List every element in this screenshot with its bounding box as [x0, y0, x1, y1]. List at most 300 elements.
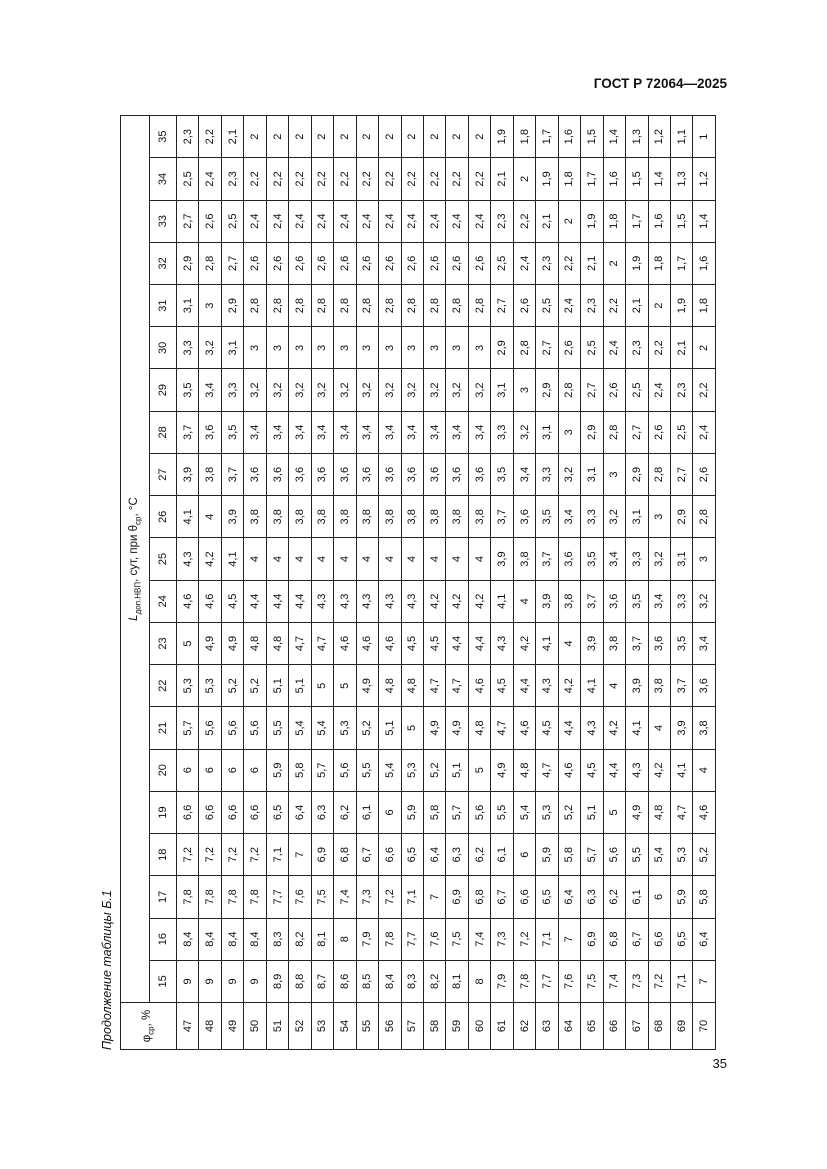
table-cell: 4,9: [356, 665, 378, 707]
table-cell: 3,7: [491, 496, 513, 538]
table-cell: 2: [244, 116, 266, 158]
table-cell: 2,6: [379, 242, 401, 284]
table-cell: 5: [177, 622, 199, 664]
table-cell: 4,1: [536, 622, 558, 664]
table-cell: 3,7: [221, 453, 243, 495]
table-cell: 6,8: [603, 918, 625, 960]
table-cell: 1,6: [558, 116, 580, 158]
table-cell: 3: [266, 327, 288, 369]
table-cell: 3,7: [670, 665, 692, 707]
table-cell: 2,3: [491, 200, 513, 242]
table-cell: 2,6: [401, 242, 423, 284]
table-cell: 1,6: [603, 158, 625, 200]
table-cell: 4,5: [581, 749, 603, 791]
table-cell: 3,7: [536, 538, 558, 580]
table-cell: 7: [693, 960, 716, 1002]
table-row: [266, 116, 288, 1050]
row-phi-label: 47: [177, 1003, 199, 1050]
table-cell: 2: [603, 242, 625, 284]
table-cell: 4,8: [513, 749, 535, 791]
row-phi-label: 63: [536, 1003, 558, 1050]
table-cell: 6,7: [356, 834, 378, 876]
table-cell: 3,9: [581, 622, 603, 664]
phi-subscript: ср: [146, 1026, 156, 1035]
table-cell: 6,2: [334, 791, 356, 833]
table-cell: 5,4: [289, 707, 311, 749]
table-cell: 2,9: [626, 453, 648, 495]
table-cell: 1,5: [626, 158, 648, 200]
table-cell: 2,5: [626, 369, 648, 411]
table-cell: 2,8: [289, 285, 311, 327]
table-cell: 6: [199, 749, 221, 791]
table-cell: 7,1: [536, 918, 558, 960]
temperature-header-cell: 23: [150, 622, 177, 664]
table-cell: 4,6: [334, 622, 356, 664]
table-cell: 4,4: [468, 622, 490, 664]
table-cell: 1,6: [648, 200, 670, 242]
group-header-cell: [121, 116, 150, 1003]
table-cell: 4,6: [693, 791, 716, 833]
table-cell: 3,4: [423, 411, 445, 453]
row-phi-label: 53: [311, 1003, 333, 1050]
table-cell: 2,6: [334, 242, 356, 284]
table-cell: 6,2: [603, 876, 625, 918]
table-cell: 3,4: [244, 411, 266, 453]
table-cell: 7,6: [289, 876, 311, 918]
table-cell: 4,6: [468, 665, 490, 707]
table-cell: 4: [379, 538, 401, 580]
table-cell: 4,1: [177, 496, 199, 538]
table-cell: 8: [468, 960, 490, 1002]
table-cell: 6,1: [626, 876, 648, 918]
table-cell: 7: [423, 876, 445, 918]
table-cell: 5,1: [266, 665, 288, 707]
table-cell: 4,3: [334, 580, 356, 622]
table-cell: 4,2: [468, 580, 490, 622]
table-cell: 8,2: [423, 960, 445, 1002]
table-cell: 1,9: [536, 158, 558, 200]
table-cell: 2,8: [311, 285, 333, 327]
table-cell: 1,8: [558, 158, 580, 200]
table-body: [177, 116, 716, 1050]
table-cell: 3,2: [693, 580, 716, 622]
table-cell: 4: [603, 665, 625, 707]
page-number: 35: [712, 1056, 727, 1071]
table-cell: 2,2: [693, 369, 716, 411]
table-cell: 2,4: [423, 200, 445, 242]
table-cell: 5,9: [401, 791, 423, 833]
table-cell: 3,4: [334, 411, 356, 453]
table-cell: 6,6: [244, 791, 266, 833]
table-cell: 5,1: [581, 791, 603, 833]
row-phi-label: 61: [491, 1003, 513, 1050]
table-cell: 5,6: [244, 707, 266, 749]
table-group-header-row: [121, 116, 150, 1050]
table-cell: 2,9: [670, 496, 692, 538]
table-cell: 3: [401, 327, 423, 369]
table-cell: 3,6: [693, 665, 716, 707]
temperature-header-cell: 21: [150, 707, 177, 749]
table-cell: 6,3: [446, 834, 468, 876]
table-cell: 6,9: [311, 834, 333, 876]
table-cell: 2,5: [670, 411, 692, 453]
table-cell: 9: [199, 960, 221, 1002]
table-cell: 2,9: [536, 369, 558, 411]
table-cell: 7,6: [423, 918, 445, 960]
row-phi-label: 69: [670, 1003, 692, 1050]
table-cell: 3: [244, 327, 266, 369]
table-cell: 4,5: [536, 707, 558, 749]
table-cell: 6,5: [266, 791, 288, 833]
table-cell: 4,1: [491, 580, 513, 622]
table-cell: 3,6: [603, 580, 625, 622]
table-cell: 5,2: [356, 707, 378, 749]
row-phi-label: 65: [581, 1003, 603, 1050]
table-cell: 3,1: [536, 411, 558, 453]
table-cell: 2,5: [536, 285, 558, 327]
table-cell: 7,7: [266, 876, 288, 918]
table-cell: 2,2: [603, 285, 625, 327]
table-cell: 2,8: [468, 285, 490, 327]
table-cell: 1,4: [603, 116, 625, 158]
table-cell: 3,1: [177, 285, 199, 327]
temperature-header-cell: 33: [150, 200, 177, 242]
table-cell: 2,4: [311, 200, 333, 242]
table-cell: 4,2: [446, 580, 468, 622]
table-cell: 3,4: [311, 411, 333, 453]
table-cell: 4,7: [491, 707, 513, 749]
table-cell: 3,8: [311, 496, 333, 538]
table-cell: 6: [221, 749, 243, 791]
table-cell: 3,4: [648, 580, 670, 622]
table-cell: 4,1: [670, 749, 692, 791]
table-cell: 1,7: [670, 242, 692, 284]
table-cell: 2: [289, 116, 311, 158]
table-cell: 1,9: [491, 116, 513, 158]
group-symbol: L: [127, 614, 140, 621]
table-cell: 3,2: [423, 369, 445, 411]
table-cell: 5,3: [670, 834, 692, 876]
table-cell: 4,7: [311, 622, 333, 664]
temperature-header-cell: 29: [150, 369, 177, 411]
table-cell: 1,7: [626, 200, 648, 242]
temperature-header-cell: 15: [150, 960, 177, 1002]
table-cell: 2,4: [356, 200, 378, 242]
table-cell: 3,2: [334, 369, 356, 411]
table-cell: 2,2: [423, 158, 445, 200]
table-cell: 4,5: [423, 622, 445, 664]
table-cell: 5,3: [536, 791, 558, 833]
table-cell: 4: [648, 707, 670, 749]
table-cell: 3,2: [289, 369, 311, 411]
table-cell: 3,1: [670, 538, 692, 580]
table-cell: 7,4: [334, 876, 356, 918]
table-cell: 2,4: [401, 200, 423, 242]
table-cell: 1,3: [626, 116, 648, 158]
table-cell: 5,2: [558, 791, 580, 833]
table-cell: 4,1: [581, 665, 603, 707]
table-cell: 5,9: [670, 876, 692, 918]
table-cell: 3,9: [177, 453, 199, 495]
row-phi-label: 64: [558, 1003, 580, 1050]
table-cell: 3,9: [221, 496, 243, 538]
table-cell: 3: [468, 327, 490, 369]
row-phi-label: 50: [244, 1003, 266, 1050]
table-cell: 2,2: [334, 158, 356, 200]
table-cell: 2,2: [266, 158, 288, 200]
table-cell: 3,2: [648, 538, 670, 580]
table-cell: 4,3: [356, 580, 378, 622]
table-cell: 5,2: [423, 749, 445, 791]
table-cell: 5,5: [626, 834, 648, 876]
table-cell: 5,8: [693, 876, 716, 918]
table-cell: 2,8: [423, 285, 445, 327]
table-cell: 5,6: [334, 749, 356, 791]
table-cell: 4,8: [379, 665, 401, 707]
table-cell: 2: [401, 116, 423, 158]
table-cell: 5,4: [648, 834, 670, 876]
table-cell: 7,2: [513, 918, 535, 960]
table-cell: 2,7: [670, 453, 692, 495]
table-cell: 3,3: [670, 580, 692, 622]
row-phi-label: 48: [199, 1003, 221, 1050]
table-cell: 8,6: [334, 960, 356, 1002]
table-row: [356, 116, 378, 1050]
table-cell: 2,2: [356, 158, 378, 200]
table-cell: 1,8: [693, 285, 716, 327]
row-phi-label: 58: [423, 1003, 445, 1050]
table-cell: 4,3: [401, 580, 423, 622]
table-row: [491, 116, 513, 1050]
table-cell: 5,9: [266, 749, 288, 791]
table-cell: 6,7: [491, 876, 513, 918]
table-cell: 4,4: [446, 622, 468, 664]
table-cell: 2: [379, 116, 401, 158]
table-cell: 2,2: [558, 242, 580, 284]
row-phi-label: 55: [356, 1003, 378, 1050]
temperature-header-cell: 30: [150, 327, 177, 369]
table-cell: 3,6: [356, 453, 378, 495]
table-cell: 4,2: [648, 749, 670, 791]
table-cell: 7,2: [379, 876, 401, 918]
table-cell: 4,7: [289, 622, 311, 664]
table-cell: 9: [221, 960, 243, 1002]
table-cell: 2,6: [513, 285, 535, 327]
table-cell: 3,4: [379, 411, 401, 453]
table-cell: 3,8: [289, 496, 311, 538]
temperature-header-cell: 18: [150, 834, 177, 876]
table-cell: 4,2: [513, 622, 535, 664]
table-cell: 6,8: [468, 876, 490, 918]
group-subscript: доп.НВП: [133, 581, 143, 615]
table-cell: 8,3: [401, 960, 423, 1002]
table-cell: 2,2: [513, 200, 535, 242]
table-cell: 3,2: [266, 369, 288, 411]
table-row: [379, 116, 401, 1050]
table-cell: 4,6: [379, 622, 401, 664]
table-cell: 6,6: [648, 918, 670, 960]
table-row: [423, 116, 445, 1050]
table-cell: 2,8: [603, 411, 625, 453]
table-cell: 2,4: [244, 200, 266, 242]
phi-symbol: φ: [141, 1034, 154, 1043]
table-cell: 3: [289, 327, 311, 369]
table-cell: 1,9: [670, 285, 692, 327]
table-cell: 5,2: [693, 834, 716, 876]
table-cell: 1,2: [648, 116, 670, 158]
table-cell: 4,1: [626, 707, 648, 749]
table-cell: 3: [446, 327, 468, 369]
table-cell: 6: [513, 834, 535, 876]
table-cell: 2,8: [334, 285, 356, 327]
table-cell: 5,3: [177, 665, 199, 707]
table-cell: 3,1: [581, 453, 603, 495]
table-cell: 4,3: [311, 580, 333, 622]
table-cell: 3,1: [626, 496, 648, 538]
table-cell: 7,9: [356, 918, 378, 960]
table-cell: 4,2: [558, 665, 580, 707]
table-cell: 3,5: [536, 496, 558, 538]
row-phi-label: 56: [379, 1003, 401, 1050]
table-cell: 8,9: [266, 960, 288, 1002]
temperature-header-cell: 25: [150, 538, 177, 580]
table-cell: 2,3: [177, 116, 199, 158]
table-cell: 3,3: [177, 327, 199, 369]
table-cell: 1,3: [670, 158, 692, 200]
table-cell: 3,4: [693, 622, 716, 664]
table-cell: 3,6: [289, 453, 311, 495]
temperature-header-cell: 32: [150, 242, 177, 284]
table-cell: 3,7: [177, 411, 199, 453]
table-row: [446, 116, 468, 1050]
table-cell: 6,5: [670, 918, 692, 960]
table-cell: 4,3: [491, 622, 513, 664]
temperature-header-cell: 24: [150, 580, 177, 622]
table-cell: 2,4: [379, 200, 401, 242]
table-cell: 3: [603, 453, 625, 495]
table-cell: 2,8: [693, 496, 716, 538]
table-cell: 5,6: [603, 834, 625, 876]
table-cell: 3,5: [177, 369, 199, 411]
table-cell: 3,8: [379, 496, 401, 538]
temperature-header-cell: 17: [150, 876, 177, 918]
row-phi-label: 66: [603, 1003, 625, 1050]
table-cell: 1,8: [513, 116, 535, 158]
table-cell: 6,4: [423, 834, 445, 876]
table-cell: 7: [289, 834, 311, 876]
table-cell: 3: [199, 285, 221, 327]
table-cell: 7,8: [199, 876, 221, 918]
table-cell: 3,6: [334, 453, 356, 495]
table-cell: 4: [289, 538, 311, 580]
table-cell: 1,2: [693, 158, 716, 200]
row-phi-label: 49: [221, 1003, 243, 1050]
table-cell: 4: [401, 538, 423, 580]
table-cell: 3,5: [626, 580, 648, 622]
table-cell: 2: [423, 116, 445, 158]
temperature-header-cell: 26: [150, 496, 177, 538]
table-cell: 7,4: [603, 960, 625, 1002]
table-cell: 2,7: [581, 369, 603, 411]
table-cell: 4,8: [401, 665, 423, 707]
table-caption: Продолжение таблицы Б.1: [100, 890, 114, 1050]
table-row: [401, 116, 423, 1050]
table-cell: 1,9: [626, 242, 648, 284]
table-cell: 4,9: [221, 622, 243, 664]
table-row: [199, 116, 221, 1050]
table-cell: 3,3: [626, 538, 648, 580]
table-cell: 2,4: [289, 200, 311, 242]
table-cell: 7,4: [468, 918, 490, 960]
group-mid: , сут, при θ: [127, 524, 140, 582]
table-cell: 5,8: [289, 749, 311, 791]
table-cell: 5,6: [199, 707, 221, 749]
temperature-header-cell: 16: [150, 918, 177, 960]
table-cell: 4,4: [513, 665, 535, 707]
table-cell: 3,3: [581, 496, 603, 538]
table-cell: 7,2: [244, 834, 266, 876]
table-cell: 3,8: [558, 580, 580, 622]
document-header: ГОСТ Р 72064—2025: [593, 76, 727, 91]
table-cell: 2,3: [670, 369, 692, 411]
table-cell: 2: [446, 116, 468, 158]
table-cell: 5,8: [558, 834, 580, 876]
table-cell: 4,7: [423, 665, 445, 707]
temperature-header-cell: 19: [150, 791, 177, 833]
table-cell: 4: [244, 538, 266, 580]
table-cell: 2,8: [648, 453, 670, 495]
table-cell: 2,2: [199, 116, 221, 158]
table-cell: 3,8: [356, 496, 378, 538]
table-cell: 4,5: [221, 580, 243, 622]
table-cell: 4,4: [266, 580, 288, 622]
table-cell: 2: [648, 285, 670, 327]
table-cell: 5: [603, 791, 625, 833]
table-cell: 4,2: [603, 707, 625, 749]
table-cell: 2,1: [581, 242, 603, 284]
table-cell: 8,8: [289, 960, 311, 1002]
table-cell: 8,4: [244, 918, 266, 960]
table-cell: 2: [693, 327, 716, 369]
table-cell: 2,2: [468, 158, 490, 200]
table-cell: 6,6: [513, 876, 535, 918]
table-row: [693, 116, 716, 1050]
table-cell: 3,5: [491, 453, 513, 495]
table-cell: 2,6: [199, 200, 221, 242]
table-cell: 7,1: [266, 834, 288, 876]
table-cell: 1,9: [581, 200, 603, 242]
table-cell: 2,1: [221, 116, 243, 158]
table-cell: 4,6: [558, 749, 580, 791]
table-cell: 3,1: [221, 327, 243, 369]
table-cell: 1,4: [648, 158, 670, 200]
table-cell: 2: [468, 116, 490, 158]
table-cell: 2,8: [558, 369, 580, 411]
table-cell: 2,6: [266, 242, 288, 284]
table-cell: 2,5: [221, 200, 243, 242]
table-cell: 3,2: [513, 411, 535, 453]
table-cell: 3,7: [626, 622, 648, 664]
row-phi-label: 51: [266, 1003, 288, 1050]
table-cell: 3,4: [513, 453, 535, 495]
table-cell: 4,9: [626, 791, 648, 833]
table-cell: 5: [311, 665, 333, 707]
table-cell: 2,8: [513, 327, 535, 369]
table-cell: 1,6: [693, 242, 716, 284]
table-cell: 3,4: [289, 411, 311, 453]
table-cell: 2,5: [177, 158, 199, 200]
table-cell: 3,6: [446, 453, 468, 495]
